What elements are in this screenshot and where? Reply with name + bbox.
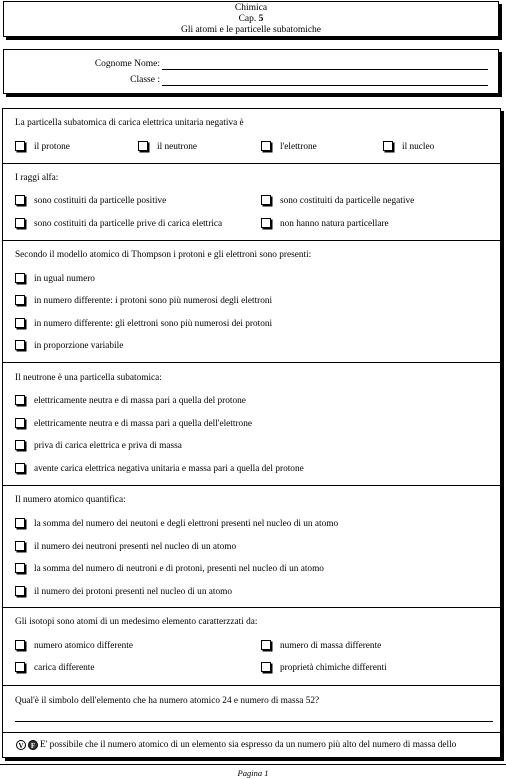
question-2 (3, 164, 500, 241)
option-label: priva di carica elettrica e priva di massa (34, 441, 182, 451)
subject-title: Chimica (234, 3, 268, 13)
class-field[interactable] (162, 85, 488, 86)
question-6 (3, 608, 500, 686)
question-text: Il neutrone è una particella subatomica: (15, 373, 162, 383)
question-1 (3, 109, 500, 164)
option-label: il numero dei neutroni presenti nel nucleo di un atomo (34, 542, 237, 552)
checkbox[interactable] (261, 662, 271, 672)
option-label: numero atomico differente (34, 641, 133, 651)
checkbox[interactable] (261, 640, 271, 650)
chapter-line (4, 14, 498, 25)
option-label: in ugual numero (34, 274, 95, 284)
option-label: il numero dei protoni presenti nel nucleo di un atomo (34, 587, 233, 597)
option-label: sono costituiti da particelle negative (280, 196, 415, 206)
checkbox[interactable] (15, 541, 25, 551)
checkbox[interactable] (261, 141, 271, 151)
checkbox[interactable] (15, 586, 25, 596)
checkbox[interactable] (261, 218, 271, 228)
option-label: il neutrone (157, 142, 198, 152)
question-text: E' possibile che il numero atomico di un elemento sia espresso da un numero più alto del numero di massa dello (40, 740, 457, 750)
option-label: il protone (34, 142, 70, 152)
option-label: elettricamente neutra e di massa pari a quella del protone (34, 396, 246, 406)
option-label: in numero differente: gli elettroni sono più numerosi dei protoni (34, 319, 273, 329)
option-label: la somma del numero di neutroni e di protoni, presenti nel nucleo di un atomo (34, 564, 324, 574)
question-5 (3, 486, 500, 608)
option-label: l'elettrone (280, 142, 317, 152)
question-text: Secondo il modello atomico di Thompson i protoni e gli elettroni sono presenti: (15, 250, 312, 260)
chapter-title: Gli atomi e le particelle subatomiche (180, 25, 322, 35)
header-box (3, 1, 499, 37)
checkbox[interactable] (15, 218, 25, 228)
option-label: la somma del numero dei neutoni e degli elettroni presenti nel nucleo di un atomo (34, 519, 339, 529)
checkbox[interactable] (15, 141, 25, 151)
checkbox[interactable] (15, 340, 25, 350)
option-label: sono costituiti da particelle positive (34, 196, 167, 206)
checkbox[interactable] (138, 141, 148, 151)
question-4 (3, 363, 500, 486)
checkbox[interactable] (15, 395, 25, 405)
question-3 (3, 241, 500, 363)
chapter-number: 5 (258, 14, 264, 24)
question-text: Qual'è il simbolo dell'elemento che ha numero atomico 24 e numero di massa 52? (15, 696, 320, 706)
option-label: carica differente (34, 663, 95, 673)
question-text: I raggi alfa: (15, 173, 59, 183)
page-number: Pagina 1 (237, 768, 269, 778)
checkbox[interactable] (15, 273, 25, 283)
checkbox[interactable] (15, 563, 25, 573)
option-label: proprietà chimiche differenti (280, 663, 387, 673)
checkbox[interactable] (261, 195, 271, 205)
option-label: elettricamente neutra e di massa pari a quella dell'elettrone (34, 419, 252, 429)
name-field[interactable] (162, 69, 488, 70)
checkbox[interactable] (15, 662, 25, 672)
option-label: il nucleo (402, 142, 435, 152)
answer-line[interactable] (15, 721, 493, 722)
option-label: in proporzione variabile (34, 341, 124, 351)
false-option-icon[interactable]: F (28, 740, 38, 750)
footer-divider (0, 764, 506, 765)
checkbox[interactable] (383, 141, 393, 151)
true-option-icon[interactable]: V (16, 740, 26, 750)
checkbox[interactable] (15, 418, 25, 428)
questions-box (2, 108, 501, 758)
checkbox[interactable] (15, 295, 25, 305)
question-true-false (3, 733, 500, 758)
checkbox[interactable] (15, 518, 25, 528)
name-label: Cognome Nome: (94, 59, 160, 69)
checkbox[interactable] (15, 640, 25, 650)
class-label: Classe : (130, 75, 160, 85)
checkbox[interactable] (15, 440, 25, 450)
option-label: in numero differente: i protoni sono più numerosi degli elettroni (34, 296, 273, 306)
option-label: numero di massa differente (280, 641, 382, 651)
checkbox[interactable] (15, 463, 25, 473)
option-label: sono costituiti da particelle prive di carica elettrica (34, 219, 223, 229)
option-label: non hanno natura particellare (280, 219, 389, 229)
question-text: Il numero atomico quantifica: (15, 495, 126, 505)
student-info-box (3, 49, 499, 94)
question-text: Gli isotopi sono atomi di un medesimo elemento caratterzzati da: (15, 617, 258, 627)
checkbox[interactable] (15, 318, 25, 328)
question-text: La particella subatomica di carica elettrica unitaria negativa è (15, 118, 244, 128)
option-label: avente carica elettrica negativa unitaria e massa pari a quella del protone (34, 464, 304, 474)
chapter-prefix: Cap. (238, 14, 259, 24)
checkbox[interactable] (15, 195, 25, 205)
question-7 (3, 686, 500, 733)
